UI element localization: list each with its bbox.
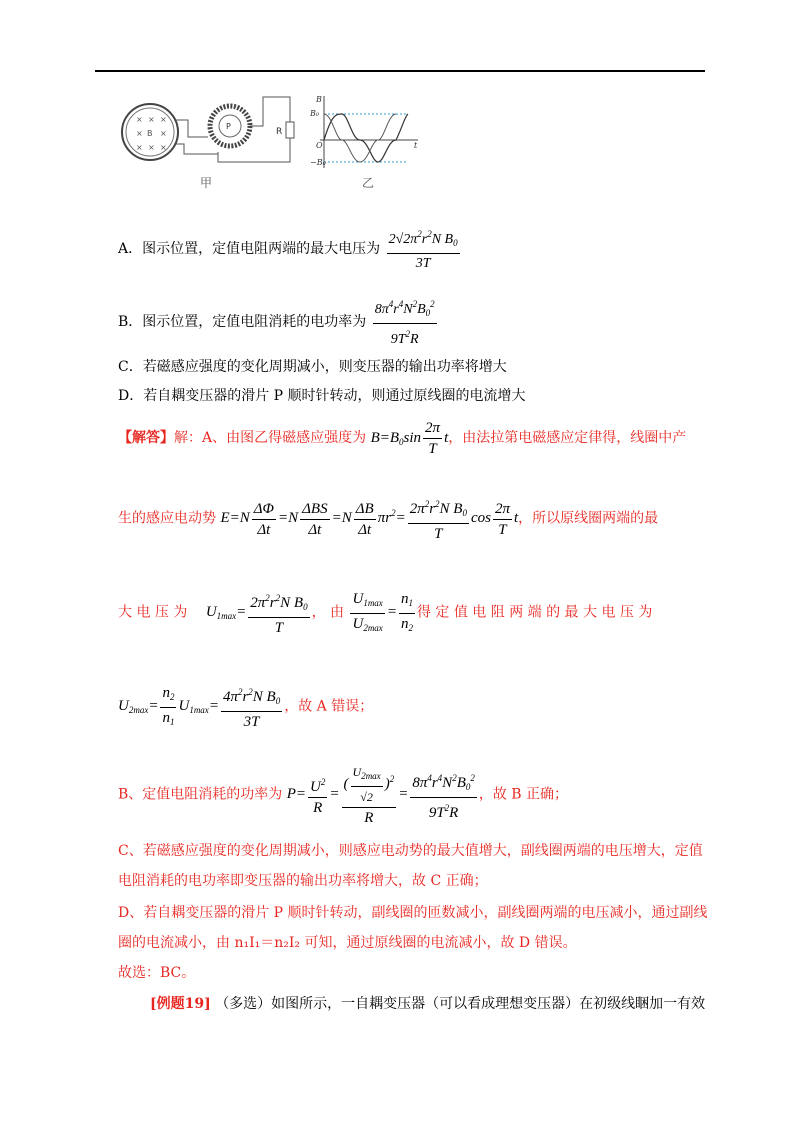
figure-graph: [310, 92, 420, 172]
answer-line-1: [118, 418, 686, 459]
resistor-label: R: [276, 127, 283, 137]
answer-c-line-2: 电阻消耗的电功率即变压器的输出功率将增大，故 C 正确；: [118, 873, 488, 889]
option-a-text: A．图示位置，定值电阻两端的最大电压为: [118, 241, 381, 257]
svg-text:×: ×: [148, 143, 155, 152]
answer-b-line: [118, 762, 568, 828]
answer-l3-text: 大 电 压 为: [118, 604, 188, 621]
answer-line-2: [118, 494, 658, 544]
answer-u2-formula: $U_{2max}=$ $\frac{n_2}{n_1}$ $U_{1max}=$ $\frac{4\pi^2r^2N B_0}{3T}$: [118, 698, 284, 714]
graph-neg-b0: −B₀: [310, 158, 326, 167]
next-example: [150, 993, 705, 1013]
answer-b-tail: ，故 B 正确；: [478, 786, 569, 803]
svg-text:×: ×: [160, 129, 167, 138]
svg-text:×: ×: [136, 115, 143, 124]
top-rule: [95, 70, 705, 72]
answer-b-text: B、定值电阻消耗的功率为: [118, 786, 283, 803]
answer-l1-text: 解：A、由图乙得磁感应强度为: [174, 429, 367, 446]
option-b-formula: $\frac{8\pi^4r^4N^2B_0^2}{9T^2R}$: [373, 294, 437, 350]
figure-circuit: [118, 92, 298, 172]
option-b: [118, 294, 439, 350]
graph-axis-x: t: [414, 141, 418, 150]
figure-label-right: 乙: [362, 176, 375, 190]
figure-label-left: 甲: [200, 176, 213, 190]
option-c: C．若磁感应强度的变化周期减小，则变压器的输出功率将增大: [118, 359, 507, 375]
svg-text:×: ×: [136, 129, 143, 138]
answer-l2-tail: ，所以原线圈两端的最: [518, 510, 659, 527]
answer-d-line-1: D、若自耦变压器的滑片 P 顺时针转动，副线圈的匝数减小，副线圈两端的电压减小，通过副线: [118, 905, 708, 921]
slider-label: P: [226, 122, 231, 131]
option-d: D．若自耦变压器的滑片 P 顺时针转动，则通过原线圈的电流增大: [118, 388, 526, 404]
option-a: [118, 224, 462, 274]
answer-u1-formula: $U_{1max}=$ $\frac{2\pi^2r^2N B_0}{T}$: [206, 604, 312, 620]
svg-text:×: ×: [160, 115, 167, 124]
answer-l2-text: 生的感应电动势: [118, 510, 216, 527]
answer-b-formula: $B=B_0\sin$ $\frac{2\pi}{T}$ t: [370, 420, 449, 457]
graph-axis-y: B: [316, 95, 322, 104]
answer-line-3: [118, 588, 652, 638]
field-label: B: [147, 129, 153, 138]
answer-l1-tail: ，由法拉第电磁感应定律得，线圈中产: [448, 429, 687, 446]
next-example-tag: [例题19]: [150, 996, 211, 1012]
option-a-formula: $\frac{2√2\pi^2r^2N B_0}{3T}$: [387, 224, 460, 274]
answer-d-line-2: 圈的电流减小，由 n₁I₁＝n₂I₂ 可知，通过原线圈的电流减小，故 D 错误。: [118, 935, 577, 951]
answer-line-4: [118, 682, 373, 732]
answer-c-line-1: C、若磁感应强度的变化周期减小，则感应电动势的最大值增大，副线圈两端的电压增大，定值: [118, 843, 703, 859]
svg-text:×: ×: [136, 143, 143, 152]
graph-b0: B₀: [310, 109, 320, 118]
answer-power-formula: P= $\frac{U^2}{R}$ = ( $\frac{U_{2max}}{√2}$ )$^2$ R = $\frac{8\pi^4r^4N^2B_0^2}{9T^2R}$: [287, 786, 479, 802]
svg-text:×: ×: [148, 115, 155, 124]
next-example-text: （多选）如图所示，一自耦变压器（可以看成理想变压器）在初级线睏加一有效: [215, 996, 706, 1012]
answer-final: 故选：BC。: [118, 965, 196, 981]
answer-emf-formula: E=N $\frac{\Delta\Phi}{\Delta t}$ =N $\frac{\text{ΔBS}}{\Delta t}$ =N $\frac{\Delta B}{\Delta t}$ $\pi r^2=$ $\frac{2\pi^2r^2N B_0}{T}$ cos $\frac{2\pi}{T}$ t: [220, 510, 518, 526]
answer-head: 【解答】: [118, 429, 174, 446]
answer-l3-mid: ， 由: [311, 604, 345, 621]
option-b-text: B．图示位置，定值电阻消耗的电功率为: [118, 314, 367, 330]
answer-ratio-formula: $\frac{U_{1max}}{U_{2max}}$ = $\frac{n_1}{n_2}$: [352, 590, 413, 633]
svg-text:×: ×: [160, 143, 167, 152]
graph-origin: O: [316, 141, 323, 150]
answer-l3-tail: 得 定 值 电 阻 两 端 的 最 大 电 压 为: [416, 604, 653, 621]
answer-l4-tail: ，故 A 错误；: [284, 698, 374, 715]
